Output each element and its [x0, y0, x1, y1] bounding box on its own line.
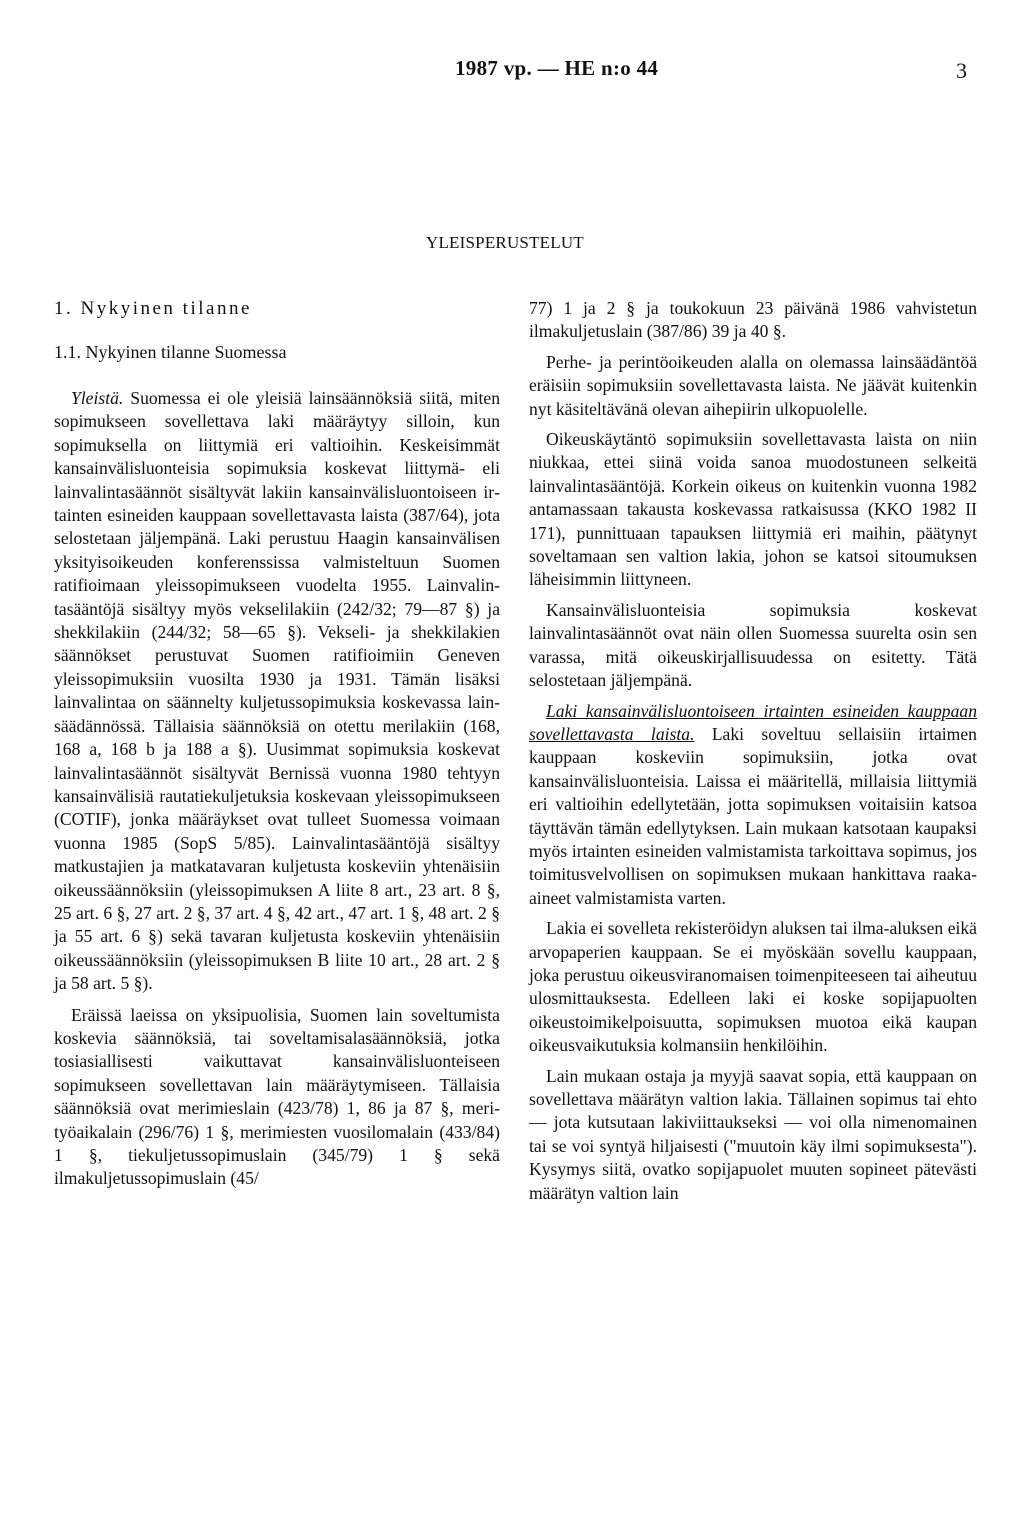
heading-level-1: 1. Nykyinen tilanne	[54, 298, 252, 319]
section-title: YLEISPERUSTELUT	[426, 233, 584, 252]
paragraph	[529, 700, 977, 911]
paragraph-lead: Yleistä.	[71, 388, 124, 408]
paragraph-text: Suomessa ei ole yleisiä lainsäännöksiä siitä, miten sopimukseen sovellettava laki määräytyy silloin, kun sopimuksella on liittymiä eri valtioihin. Keskeisimmät kansainvälisluonteisia sopimuksia koskevat liittymä- eli lainvalintasäännöt sisältyvät lakiin kansainvälisluontoiseen irtainten esineiden kauppaan sovellettavasta laista (387/64), jota selostetaan jäljempänä. Laki perustuu Haagin kansainvälisen yksityisoikeuden konferenssissa valmisteltuun Suomen ratifioimaan yleissopimukseen vuodelta 1955. Lainvalintasääntöjä sisältyy myös vekselilakiin (242/32; 79—87 §) ja shekkilakiin (244/32; 58—65 §). Vekseli- ja shekkilakien säännökset perustuvat Suomen ratifioimiin Geneven yleissopimuksiin vuosilta 1930 ja 1931. Tämän lisäksi lainvalintaa on säännelty kuljetussopimuksia koskevassa lainsäädännössä. Tällaisia säännöksiä on otettu merilakiin (168, 168 a, 168 b ja 188 a §). Uusimmat sopimuksia koskevat lainvalintasäännöt sisältyvät Bernissä vuonna 1980 tehtyyn kansainvälisiä rautatiekuljetuksia koskevaan yleissopimukseen (COTIF), jonka määräykset ovat tulleet Suomessa voimaan vuonna 1985 (SopS 5/85). Lainvalintasääntöjä sisältyy matkustajien ja matkatavaran kuljetusta koskeviin yhtenäisiin oikeussäännöksiin (yleissopimuksen A liite 8 art., 23 art. 8 §, 25 art. 6 §, 27 art. 2 §, 37 art. 4 §, 42 art., 47 art. 1 §, 48 art. 2 § ja 55 art. 6 §) sekä tavaran kuljetusta koskeviin yhtenäisiin oikeussäännöksiin (yleissopimuksen B liite 10 art., 28 art. 2 § ja 58 art. 5 §).	[54, 388, 500, 994]
paragraph: Eräissä laeissa on yksipuolisia, Suomen lain soveltumista koskevia säännöksiä, tai soveltamisalasäännöksiä, jotka tosiasiallisesti vaikuttavat kansainvälisluonteiseen sopimukseen sovellettavan lain määräytymiseen. Tällaisia säännöksiä ovat merimieslain (423/78) 1, 86 ja 87 §, merityöaikalain (296/76) 1 §, merimiesten vuosilomalain (433/84) 1 §, tiekuljetussopimuslain (345/79) 1 § sekä ilmakuljetussopimuslain (45/	[54, 1004, 500, 1189]
right-column	[529, 297, 977, 1212]
paragraph: Kansainvälisluonteisia sopimuksia koskevat lainvalintasäännöt ovat näin ollen Suomessa suurelta osin sen varassa, mitä oikeuskirjallisuudessa on esitetty. Tätä selostetaan jäljempänä.	[529, 599, 977, 691]
paragraph	[54, 387, 500, 996]
heading-level-2: 1.1. Nykyinen tilanne Suomessa	[54, 342, 287, 362]
paragraph: Oikeuskäytäntö sopimuksiin sovellettavasta laista on niin niukkaa, ettei siinä voida sanoa muodostuneen selkeitä lainvalintasääntöjä. Korkein oikeus on kuitenkin vuonna 1982 antamassaan takausta koskevassa ratkaisussa (KKO 1982 II 171), punnittuaan tapauksen liittymiä eri maihin, päätynyt soveltamaan sen valtion lakia, johon se katsoi sitoumuksen läheisimmin liittyneen.	[529, 429, 977, 590]
paragraph: Perhe- ja perintöoikeuden alalla on olemassa lainsäädäntöä eräisiin sopimuksiin sovellettavasta laista. Ne jäävät kuitenkin nyt käsiteltävänä olevan aihepiirin ulkopuolelle.	[529, 351, 977, 419]
paragraph-text: Laki soveltuu sellaisiin irtaimen kauppaan koskeviin sopimuksiin, jotka ovat kansainvälisluonteisia. Laissa ei määritellä, millaisia liittymiä eri valtioihin edellytetään, jotta sopimuksen voitaisiin katsoa täyttävän tämän edellytyksen. Lain mukaan katsotaan kaupaksi myös irtainten esineiden valmistamista tarkoittava sopimus, jos toimitusvelvollisen on sopimuksen mukaan hankittava raaka-aineet valmistamista varten.	[529, 723, 977, 908]
running-title: 1987 vp. — HE n:o 44	[455, 56, 659, 80]
left-column	[54, 297, 500, 1198]
page-header	[0, 56, 1024, 86]
paragraph: Lakia ei sovelleta rekisteröidyn aluksen tai ilma-aluksen eikä arvopaperien kauppaan. Se ei myöskään sovellu kauppaan, joka perustuu oikeusviranomaisen toimenpiteeseen tai aiheutuu ulosmittauksesta. Edelleen laki ei koske sopijapuolten oikeustoimikelpoisuutta, sopimuksen muotoa eikä kaupan oikeusvaikutuksia kolmansiin henkilöihin.	[529, 918, 977, 1056]
paragraph: Lain mukaan ostaja ja myyjä saavat sopia, että kauppaan on sovellettava määrätyn valtion lakia. Tällainen sopimus tai ehto — jota kutsutaan lakiviittaukseksi — voi olla nimenomainen tai se voi syntyä hiljaisesti ("muutoin käy ilmi sopimuksesta"). Kysymys siitä, ovatko sopijapuolet muuten sopineet pätevästi määrätyn valtion lain	[529, 1065, 977, 1203]
paragraph: 77) 1 ja 2 § ja toukokuun 23 päivänä 1986 vahvistetun ilmakuljetuslain (387/86) 39 ja 40 §.	[529, 298, 977, 342]
paragraph-lead: Laki kansainvälisluontoiseen irtainten esineiden kauppaan sovellettavasta laista.	[529, 700, 977, 744]
page-number: 3	[956, 58, 967, 83]
